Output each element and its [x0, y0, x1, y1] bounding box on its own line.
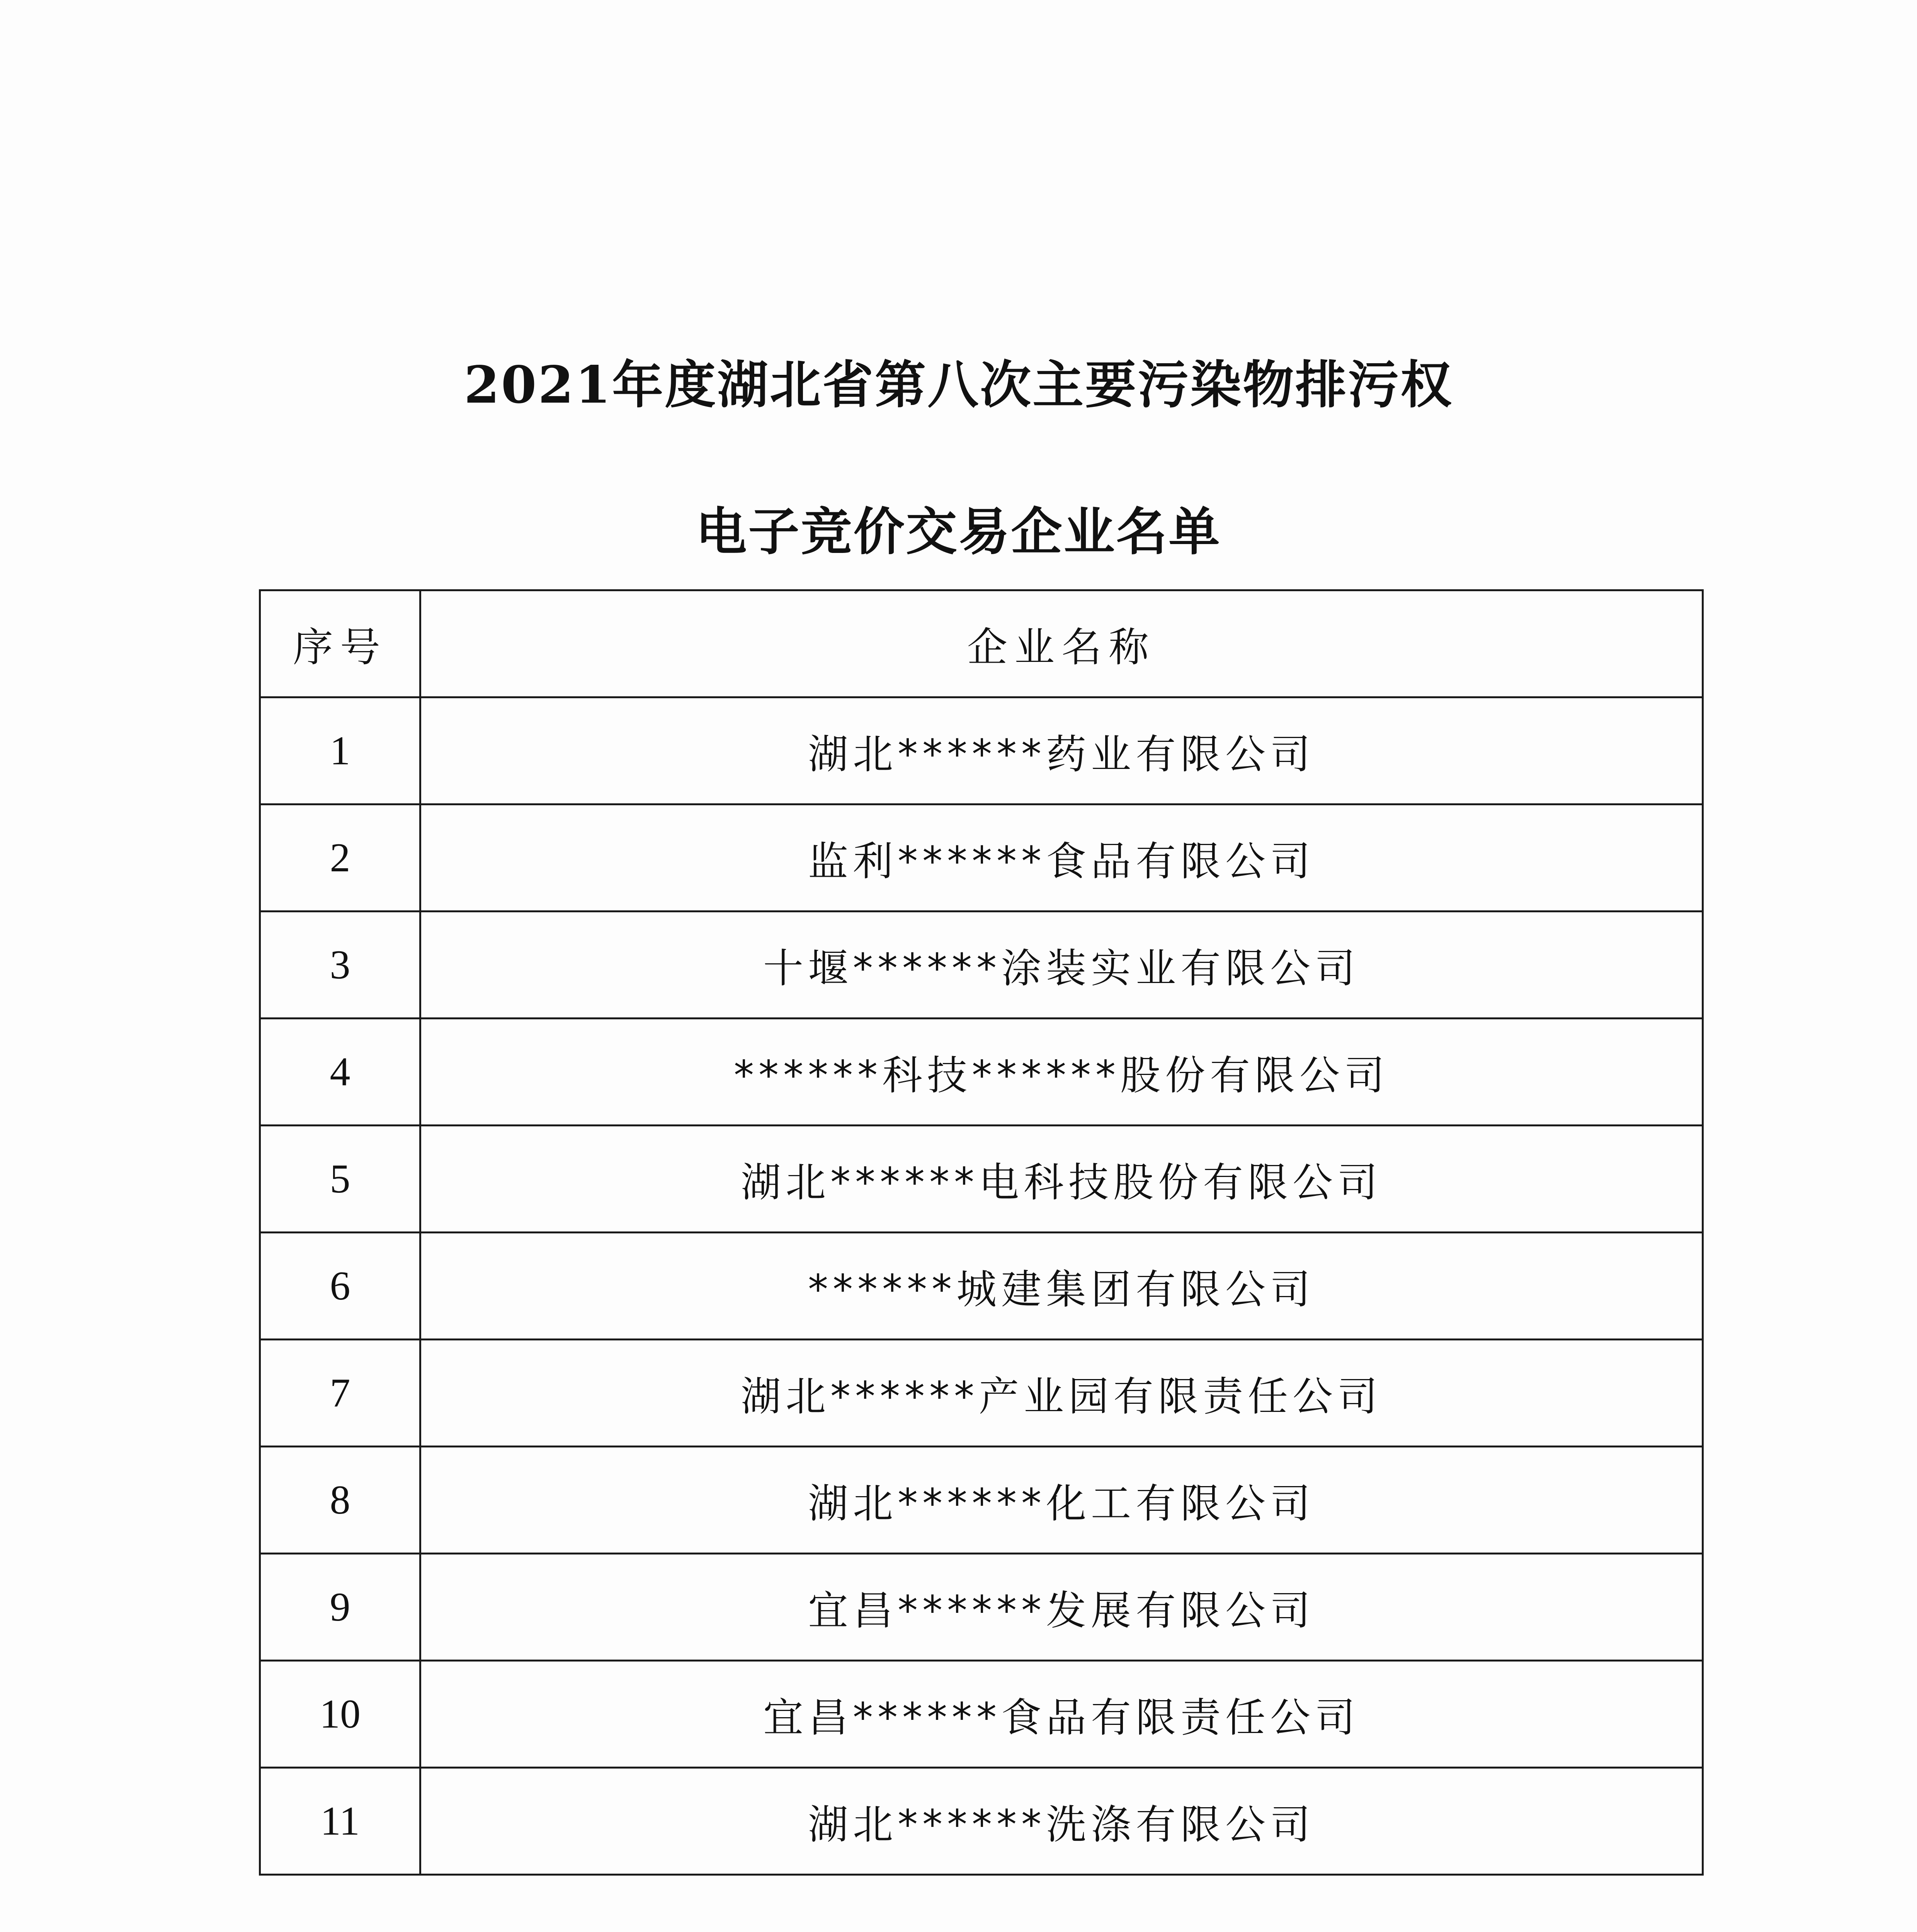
- table-row: [260, 804, 1703, 912]
- company-name: ******科技******股份有限公司: [420, 1019, 1703, 1126]
- document-title-line-2: 电子竞价交易企业名单: [696, 502, 1221, 562]
- table-row: [260, 1340, 1703, 1447]
- row-number: 11: [260, 1768, 420, 1875]
- table-row: [260, 1447, 1703, 1554]
- row-number: 8: [260, 1447, 420, 1554]
- row-number: 1: [260, 697, 420, 804]
- table-row: [260, 1661, 1703, 1768]
- company-name: 宜昌******发展有限公司: [420, 1554, 1703, 1661]
- row-number: 9: [260, 1554, 420, 1661]
- row-number: 7: [260, 1340, 420, 1447]
- row-number: 3: [260, 912, 420, 1019]
- company-name: ******城建集团有限公司: [420, 1233, 1703, 1340]
- company-name: 十堰******涂装实业有限公司: [420, 912, 1703, 1019]
- row-number: 2: [260, 804, 420, 912]
- row-number: 10: [260, 1661, 420, 1768]
- table-header-row: [260, 590, 1703, 697]
- header-company-name: 企业名称: [420, 590, 1703, 697]
- company-name: 湖北******药业有限公司: [420, 697, 1703, 804]
- company-name: 湖北******电科技股份有限公司: [420, 1126, 1703, 1233]
- row-number: 6: [260, 1233, 420, 1340]
- header-serial-number: 序号: [260, 590, 420, 697]
- row-number: 5: [260, 1126, 420, 1233]
- table-row: [260, 912, 1703, 1019]
- table-row: [260, 1126, 1703, 1233]
- company-name: 监利******食品有限公司: [420, 804, 1703, 912]
- company-name: 湖北******洗涤有限公司: [420, 1768, 1703, 1875]
- row-number: 4: [260, 1019, 420, 1126]
- company-list-table: [259, 589, 1704, 1876]
- document-title-line-1: 2021年度湖北省第八次主要污染物排污权: [464, 355, 1453, 415]
- table-row: [260, 1233, 1703, 1340]
- table-row: [260, 1768, 1703, 1875]
- table-row: [260, 697, 1703, 804]
- table-row: [260, 1554, 1703, 1661]
- company-name: 湖北******产业园有限责任公司: [420, 1340, 1703, 1447]
- company-name: 宜昌******食品有限责任公司: [420, 1661, 1703, 1768]
- table-row: [260, 1019, 1703, 1126]
- company-name: 湖北******化工有限公司: [420, 1447, 1703, 1554]
